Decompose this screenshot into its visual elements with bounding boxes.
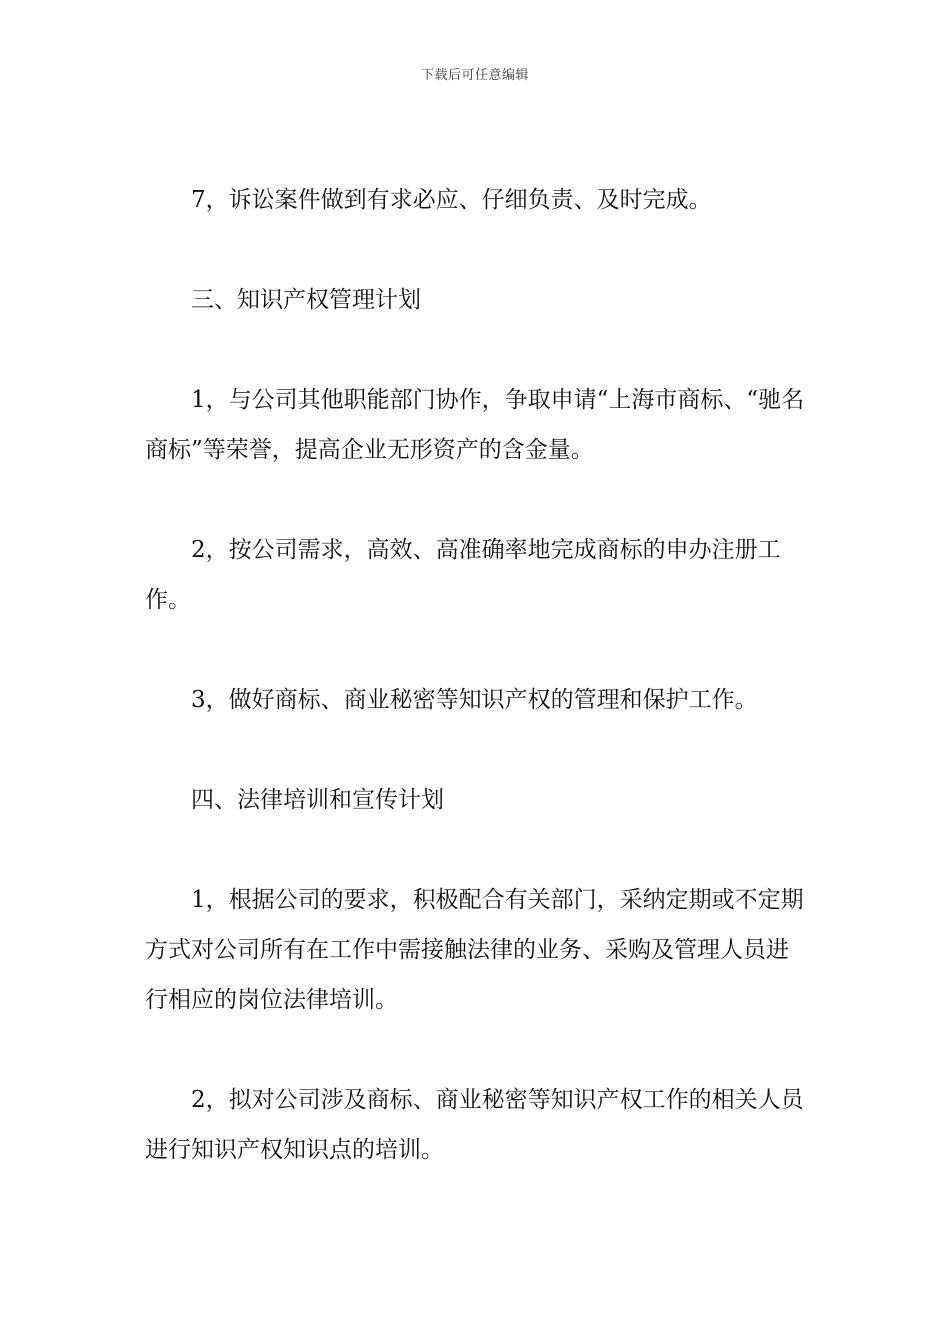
paragraph-training-2: 2，拟对公司涉及商标、商业秘密等知识产权工作的相关人员进行知识产权知识点的培训。 xyxy=(145,1087,804,1163)
document-body xyxy=(145,175,810,1225)
paragraph-item-7: 7，诉讼案件做到有求必应、仔细负责、及时完成。 xyxy=(191,187,712,213)
page-header: 下载后可任意编辑 xyxy=(420,68,529,83)
section-heading-ip-management: 三、知识产权管理计划 xyxy=(191,287,421,313)
paragraph-training-1: 1，根据公司的要求，积极配合有关部门，采纳定期或不定期方式对公司所有在工作中需接触法律的业务、采购及管理人员进行相应的岗位法律培训。 xyxy=(145,887,804,1013)
paragraph-ip-1: 1，与公司其他职能部门协作，争取申请“上海市商标、“驰名商标”等荣誉，提高企业无形资产的含金量。 xyxy=(145,387,805,463)
paragraph-ip-3: 3，做好商标、商业秘密等知识产权的管理和保护工作。 xyxy=(191,687,758,713)
paragraph-ip-2: 2，按公司需求，高效、高准确率地完成商标的申办注册工作。 xyxy=(145,537,781,613)
section-heading-legal-training: 四、法律培训和宣传计划 xyxy=(191,787,444,813)
